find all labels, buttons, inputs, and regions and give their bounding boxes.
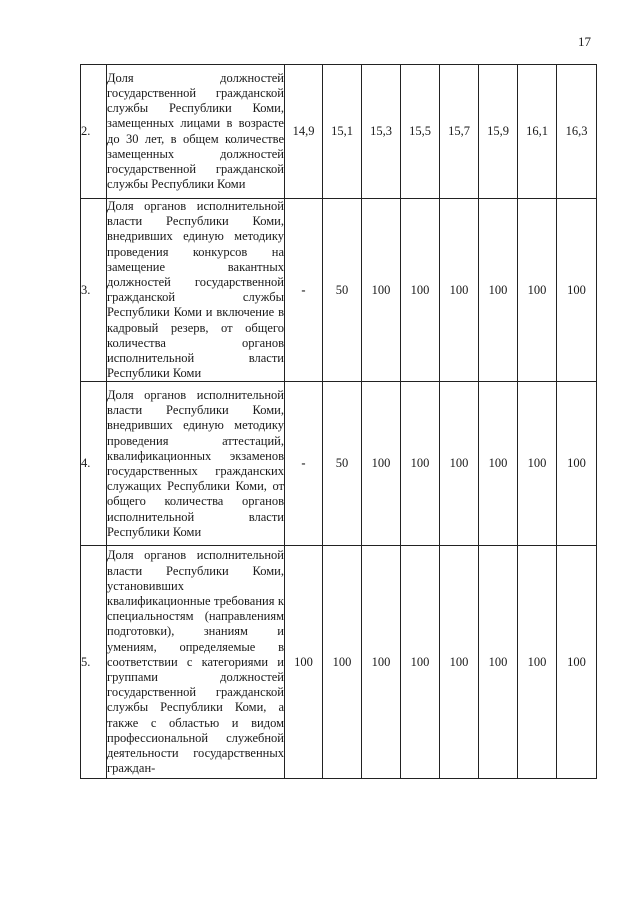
value-cell: 100: [557, 199, 597, 382]
value-cell: 14,9: [285, 65, 323, 199]
value-cell: 15,1: [323, 65, 362, 199]
row-number: 5.: [81, 546, 107, 779]
value-cell: 100: [440, 199, 479, 382]
value-cell: 100: [479, 546, 518, 779]
value-cell: 100: [557, 546, 597, 779]
value-cell: 100: [440, 382, 479, 546]
value-cell: 100: [401, 546, 440, 779]
row-number: 4.: [81, 382, 107, 546]
row-number: 2.: [81, 65, 107, 199]
value-cell: 100: [401, 382, 440, 546]
value-cell: 50: [323, 199, 362, 382]
value-cell: -: [285, 199, 323, 382]
value-cell: 100: [362, 546, 401, 779]
table-row: [81, 546, 597, 779]
indicator-description: Доля органов исполнительной власти Республики Коми, установивших квалификационные требования к специальностям (направлениям подготовки), знаниям и умениям, определяемые в соответствии с категориями и группами должностей государственной гражданской службы Республики Коми, а также с областью и видом профессиональной служебной деятельности государственных граждан-: [107, 546, 285, 779]
value-cell: 100: [518, 382, 557, 546]
value-cell: 100: [518, 199, 557, 382]
value-cell: 100: [285, 546, 323, 779]
value-cell: 100: [479, 199, 518, 382]
table-row: [81, 382, 597, 546]
indicator-description: Доля должностей государственной гражданской службы Республики Коми, замещенных лицами в возрасте до 30 лет, в общем количестве замещенных должностей государственной гражданской службы Республики Коми: [107, 65, 285, 199]
page-number: 17: [578, 34, 591, 49]
value-cell: 15,9: [479, 65, 518, 199]
table-row: [81, 65, 597, 199]
indicator-description: Доля органов исполнительной власти Республики Коми, внедривших единую методику проведения конкурсов на замещение вакантных должностей государственной гражданской службы Республики Коми и включение в кадровый резерв, от общего количества органов исполнительной власти Республики Коми: [107, 199, 284, 381]
indicators-table: [80, 64, 597, 779]
value-cell: -: [285, 382, 323, 546]
value-cell: 100: [362, 382, 401, 546]
row-number: 3.: [81, 199, 107, 382]
value-cell: 100: [401, 199, 440, 382]
value-cell: 15,3: [362, 65, 401, 199]
value-cell: 100: [479, 382, 518, 546]
value-cell: 100: [362, 199, 401, 382]
value-cell: 15,7: [440, 65, 479, 199]
value-cell: 100: [557, 382, 597, 546]
value-cell: 100: [323, 546, 362, 779]
value-cell: 16,1: [518, 65, 557, 199]
indicator-description: Доля органов исполнительной власти Республики Коми, внедривших единую методику проведения аттестаций, квалификационных экзаменов государственных гражданских служащих Республики Коми, от общего количества органов исполнительной власти Республики Коми: [107, 382, 285, 546]
value-cell: 100: [518, 546, 557, 779]
value-cell: 15,5: [401, 65, 440, 199]
value-cell: 16,3: [557, 65, 597, 199]
value-cell: 50: [323, 382, 362, 546]
value-cell: 100: [440, 546, 479, 779]
table-row: [81, 199, 597, 382]
